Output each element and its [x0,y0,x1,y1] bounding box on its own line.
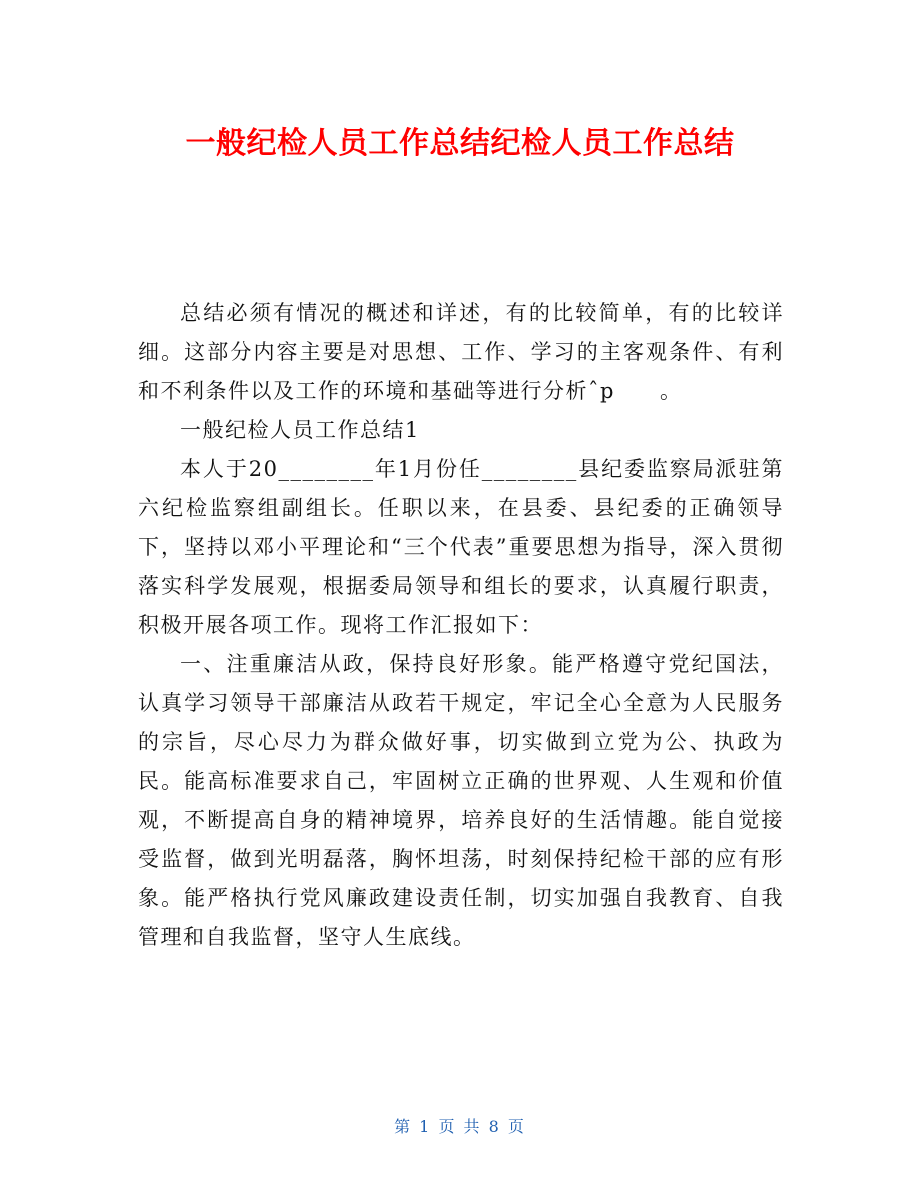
page-number-footer: 第 1 页 共 8 页 [394,1117,526,1136]
document-title: 一般纪检人员工作总结纪检人员工作总结 [185,126,735,161]
document-body [138,294,784,957]
section-heading: 一般纪检人员工作总结1 [180,418,420,442]
body-paragraph: 一、注重廉洁从政，保持良好形象。能严格遵守党纪国法，认真学习领导干部廉洁从政若干规定，牢记全心全意为人民服务的宗旨，尽心尽力为群众做好事，切实做到立党为公、执政为民。能高标准要求自己，牢固树立正确的世界观、人生观和价值观，不断提高自身的精神境界，培养良好的生活情趣。能自觉接受监督，做到光明磊落，胸怀坦荡，时刻保持纪检干部的应有形象。能严格执行党风廉政建设责任制，切实加强自我教育、自我管理和自我监督，坚守人生底线。 [138,652,784,949]
intro-paragraph: 总结必须有情况的概述和详述，有的比较简单，有的比较详细。这部分内容主要是对思想、工作、学习的主客观条件、有利和不利条件以及工作的环境和基础等进行分析ˆp 。 [138,301,784,403]
body-paragraph: 本人于20________年1月份任________县纪委监察局派驻第六纪检监察组副组长。任职以来，在县委、县纪委的正确领导下，坚持以邓小平理论和“三个代表”重要思想为指导，深入贯彻落实科学发展观，根据委局领导和组长的要求，认真履行职责，积极开展各项工作。现将工作汇报如下： [138,457,784,637]
